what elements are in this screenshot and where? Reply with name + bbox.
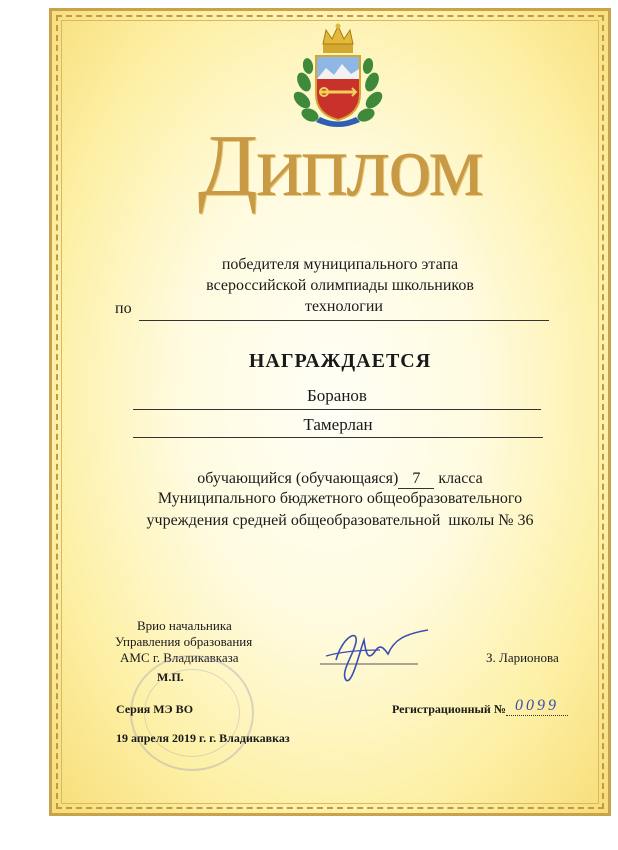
subtitle-line-2: всероссийской олимпиады школьников — [206, 277, 474, 294]
student-prefix: обучающийся (обучающаяся) — [197, 470, 399, 487]
grade-suffix: класса — [438, 470, 483, 487]
series-label: Серия МЭ ВО — [116, 702, 194, 716]
registration-number: 0099 — [506, 697, 568, 716]
date-place: 19 апреля 2019 г. г. Владикавказ — [116, 731, 290, 745]
diploma-title: Диплом — [197, 118, 483, 215]
crown-icon — [323, 24, 353, 54]
first-name-field — [133, 415, 543, 438]
subject-prefix: по — [115, 300, 132, 317]
stamp-label: М.П. — [157, 670, 184, 684]
subject-field — [139, 298, 549, 321]
grade-value: 7 — [398, 470, 434, 489]
signatory-title-line-3: АМС г. Владикавказа — [120, 650, 239, 665]
signature-mark — [318, 620, 438, 690]
student-grade-line — [120, 470, 560, 489]
school-line-2: учреждения средней общеобразовательной школы № 36 — [146, 512, 534, 529]
surname-field — [133, 386, 541, 410]
signatory-title-line-2: Управления образования — [115, 634, 253, 649]
registration-label: Регистрационный № — [392, 702, 506, 716]
first-name-value: Тамерлан — [303, 415, 373, 434]
signatory-title-line-1: Врио начальника — [137, 618, 232, 633]
signatory-name: З. Ларионова — [486, 650, 559, 665]
shield-icon — [316, 56, 360, 120]
surname-value: Боранов — [307, 386, 367, 405]
awarded-heading: НАГРАЖДАЕТСЯ — [248, 350, 432, 372]
subtitle-line-1: победителя муниципального этапа — [221, 256, 459, 273]
subject-value: технологии — [305, 298, 383, 315]
school-line-1: Муниципального бюджетного общеобразовательного — [157, 490, 523, 507]
